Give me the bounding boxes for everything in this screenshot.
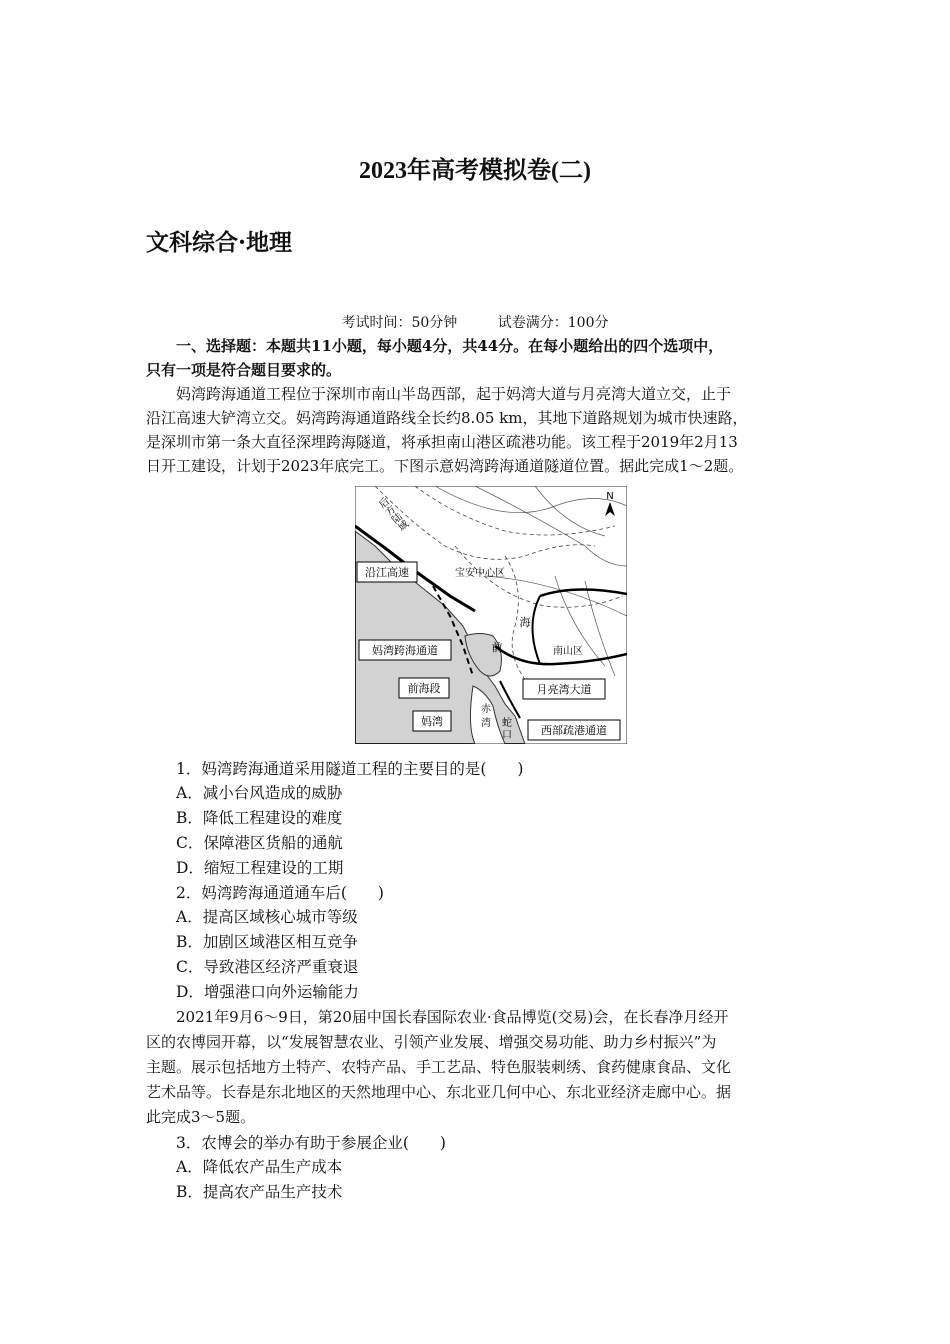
exam-info	[0, 312, 950, 332]
map-label-qian: 前	[491, 641, 503, 654]
section-heading-line1: 一、选择题：本题共11小题，每小题4分，共44分。在每小题给出的四个选项中，	[176, 337, 724, 355]
map-label-chi: 赤	[481, 704, 491, 715]
question-option: D．缩短工程建设的工期	[176, 859, 344, 877]
map-label-wan: 湾	[481, 718, 491, 729]
passage2-line: 区的农博园开幕，以“发展智慧农业、引领产业发展、增强交易功能、助力乡村振兴”为	[146, 1033, 717, 1051]
exam-time: 考试时间：50分钟	[341, 315, 458, 331]
question-option: B．加剧区域港区相互竞争	[176, 933, 358, 951]
question-option: A．降低农产品生产成本	[176, 1158, 343, 1176]
question-option: A．提高区域核心城市等级	[176, 908, 358, 926]
map-label-xibu: 西部疏港通道	[541, 724, 607, 737]
passage2-line: 主题。展示包括地方土特产、农特产品、手工艺品、特色服装刺绣、食药健康食品、文化	[146, 1058, 732, 1076]
question-option: B．提高农产品生产技术	[176, 1183, 343, 1201]
passage1-line: 日开工建设，计划于2023年底完工。下图示意妈湾跨海通道隧道位置。据此完成1～2题。	[146, 457, 744, 475]
question-stem: 2．妈湾跨海通道通车后( )	[176, 884, 384, 902]
map-label-kou: 口	[502, 730, 512, 741]
mawan-tunnel-map	[355, 486, 627, 744]
passage2-line: 艺术品等。长春是东北地区的天然地理中心、东北亚几何中心、东北亚经济走廊中心。据	[146, 1083, 732, 1101]
map-label-hai: 海	[519, 616, 531, 629]
page-title: 2023年高考模拟卷(二)	[359, 158, 591, 184]
map-label-houfang: 后方陆域	[374, 496, 409, 535]
passage2-line: 此完成3～5题。	[146, 1108, 256, 1126]
question-option: D．增强港口向外运输能力	[176, 983, 359, 1001]
passage1-line: 是深圳市第一条大直径深埋跨海隧道，将承担南山港区疏港功能。该工程于2019年2月13	[146, 433, 738, 451]
map-label-yueliang: 月亮湾大道	[536, 683, 592, 696]
north-label: N	[606, 491, 614, 502]
map-label-she: 蛇	[502, 718, 512, 729]
question-option: A．减小台风造成的威胁	[176, 784, 343, 802]
passage2-line: 2021年9月6～9日，第20届中国长春国际农业·食品博览(交易)会，在长春净月经开	[176, 1008, 729, 1026]
map-label-qianhaiduan: 前海段	[407, 682, 441, 695]
section-heading-line2: 只有一项是符合题目要求的。	[146, 361, 342, 379]
map-label-tongdao: 妈湾跨海通道	[372, 644, 438, 657]
question-option: C．保障港区货船的通航	[176, 834, 343, 852]
passage1-line: 妈湾跨海通道工程位于深圳市南山半岛西部，起于妈湾大道与月亮湾大道立交，止于	[176, 385, 732, 403]
question-option: C．导致港区经济严重衰退	[176, 958, 359, 976]
question-stem: 3．农博会的举办有助于参展企业( )	[176, 1134, 446, 1152]
question-option: B．降低工程建设的难度	[176, 809, 343, 827]
exam-score: 试卷满分：100分	[497, 315, 609, 331]
subject-title: 文科综合·地理	[146, 229, 293, 256]
passage1-line: 沿江高速大铲湾立交。妈湾跨海通道路线全长约8.05 km，其地下道路规划为城市快速路，	[146, 409, 748, 427]
map-label-nanshan: 南山区	[553, 646, 583, 657]
map-label-mawan: 妈湾	[421, 715, 443, 728]
map-label-baoan: 宝安中心区	[455, 568, 505, 579]
question-stem: 1．妈湾跨海通道采用隧道工程的主要目的是( )	[176, 760, 524, 778]
map-label-yanjiang: 沿江高速	[365, 566, 409, 579]
